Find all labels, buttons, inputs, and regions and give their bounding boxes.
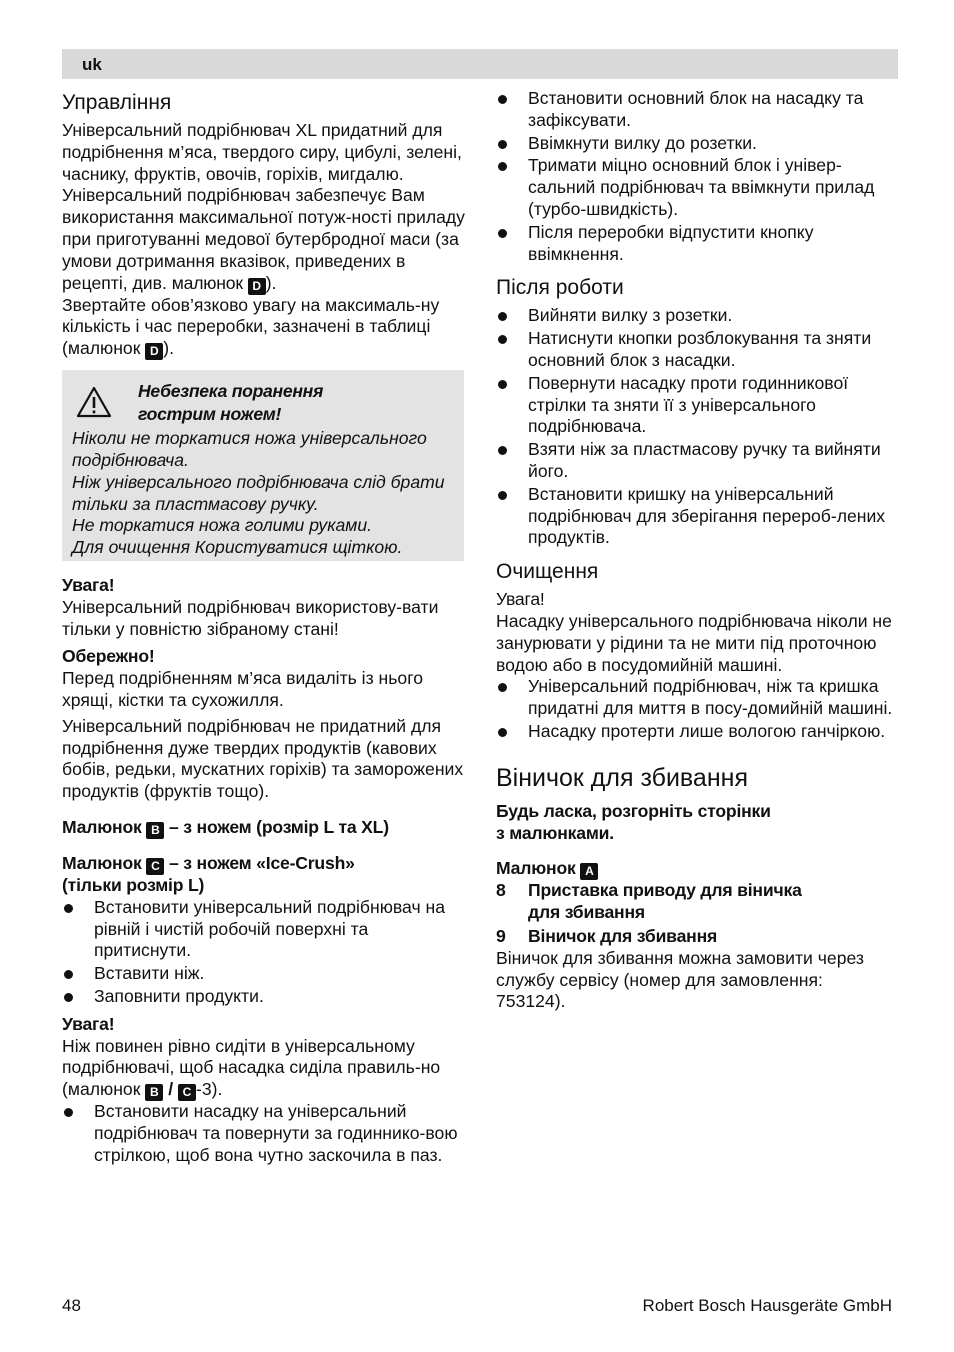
section-heading-after-use: Після роботи bbox=[496, 276, 624, 300]
figure-badge: A bbox=[580, 863, 598, 880]
bullet-list bbox=[496, 676, 896, 742]
list-item: Універсальний подрібнювач, ніж та кришка придатні для миття в посу-домийній машині. bbox=[496, 676, 896, 720]
bullet-list bbox=[62, 1101, 466, 1166]
attention-label: Увага! bbox=[62, 1013, 115, 1034]
section-heading-whisk: Віничок для збивання bbox=[496, 763, 748, 792]
list-item: Ввімкнути вилку до розетки. bbox=[496, 133, 896, 155]
list-item: Встановити універсальний подрібнювач на рівній і чистій робочій поверхні та притиснути. bbox=[62, 897, 466, 962]
figure-badge: B bbox=[145, 1084, 163, 1101]
language-code: uk bbox=[82, 55, 102, 74]
figure-badge: C bbox=[146, 858, 164, 875]
footer-company: Robert Bosch Hausgeräte GmbH bbox=[642, 1296, 892, 1315]
careful-label: Обережно! bbox=[62, 646, 155, 667]
figure-badge: B bbox=[146, 822, 164, 839]
list-item: Встановити насадку на універсальний подрібнювач та повернути за годиннико-вою стрілкою, щоб вона чутно заскочила в паз. bbox=[62, 1101, 466, 1166]
paragraph: Віничок для збивання можна замовити через службу сервісу (номер для замовлення: 753124). bbox=[496, 947, 864, 1012]
paragraph: Перед подрібненням м’яса видаліть із нього хрящі, кістки та сухожилля. bbox=[62, 668, 424, 710]
right-column bbox=[496, 88, 896, 1013]
list-item: Вставити ніж. bbox=[62, 963, 466, 985]
list-item: Натиснути кнопки розблокування та зняти основний блок з насадки. bbox=[496, 328, 896, 372]
numbered-item: 9 Віничок для збивання bbox=[496, 925, 718, 946]
figure-badge: D bbox=[248, 278, 266, 295]
warning-box bbox=[62, 370, 464, 561]
list-item: Вийняти вилку з розетки. bbox=[496, 305, 896, 327]
bullet-list bbox=[62, 897, 466, 1008]
paragraph: Універсальний подрібнювач забезпечує Вам використання максимальної потуж-ності приладу при приготуванні медової бутербродної маси (за умови дотримання вказівок, приведених в рецепті, див. малюнок D ). bbox=[62, 185, 465, 293]
figure-ref-text: малюнок bbox=[171, 272, 243, 293]
list-item: Тримати міцно основний блок і універ-сальний подрібнювач та ввімкнути прилад (турбо-швидкість). bbox=[496, 155, 896, 220]
figure-badge: C bbox=[178, 1084, 196, 1101]
paragraph: Універсальний подрібнювач не придатний для подрібнення дуже твердих продуктів (кавових бобів, редьки, мускатних горіхів) та заморожених продуктів (фруктів тощо). bbox=[62, 715, 464, 802]
page-number: 48 bbox=[62, 1296, 81, 1315]
attention-label: Увага! bbox=[496, 589, 545, 610]
list-item: Заповнити продукти. bbox=[62, 986, 466, 1008]
attention-label: Увага! bbox=[62, 574, 115, 595]
bullet-list bbox=[496, 88, 896, 265]
list-item: Насадку протерти лише вологою ганчіркою. bbox=[496, 721, 896, 743]
list-item: Встановити основний блок на насадку та зафіксувати. bbox=[496, 88, 896, 132]
figure-badge: D bbox=[145, 343, 163, 360]
section-heading-control: Управління bbox=[62, 91, 172, 114]
list-item: Повернути насадку проти годинникової стрілки та зняти її з універсального подрібнювача. bbox=[496, 373, 896, 438]
language-bar bbox=[62, 49, 898, 79]
list-item: Встановити кришку на універсальний подрібнювач для зберігання перероб-лених продуктів. bbox=[496, 484, 896, 549]
list-item: Взяти ніж за пластмасову ручку та вийняти його. bbox=[496, 439, 896, 483]
section-heading-cleaning: Очищення bbox=[496, 560, 599, 584]
warning-triangle-icon bbox=[76, 386, 112, 418]
paragraph: Звертайте обов’язково увагу на максималь-ну кількість і час переробки, зазначені в таблиці (малюнок D ). bbox=[62, 294, 440, 359]
warning-text: Ніколи не торкатися ножа універсального подрібнювача. Ніж універсального подрібнювача слід брати тільки за пластмасову ручку. Не торкатися ножа голими руками. Для очищення Користуватися щіткою. bbox=[72, 428, 445, 558]
paragraph: Насадку універсального подрібнювача ніколи не занурювати у рідини та не мити під проточною водою або в посудомийній машині. bbox=[496, 610, 892, 675]
paragraph: Ніж повинен рівно сидіти в універсальному подрібнювачі, щоб насадка сиділа правиль-но (малюнок B / C -3). bbox=[62, 1035, 441, 1100]
bullet-list bbox=[496, 305, 896, 549]
unfold-note: Будь ласка, розгорніть сторінки з малюнками. bbox=[496, 800, 771, 843]
numbered-item: 8 Приставка приводу для віничка для збивання bbox=[496, 880, 802, 923]
left-column bbox=[62, 88, 466, 1167]
figure-c-caption: Малюнок C – з ножем «Ice-Crush» (тільки розмір L) bbox=[62, 852, 355, 895]
list-item: Після переробки відпустити кнопку ввімкнення. bbox=[496, 222, 896, 266]
figure-ref-text: малюнок bbox=[67, 338, 141, 359]
warning-title: Небезпека поранення гострим ножем! bbox=[138, 381, 324, 425]
figure-b-caption: Малюнок B – з ножем (розмір L та XL) bbox=[62, 816, 389, 837]
figure-a-caption: Малюнок A bbox=[496, 858, 896, 880]
paragraph: Універсальний подрібнювач XL придатний для подрібнення м’яса, твердого сиру, цибулі, зелені, часнику, фруктів, овочів, горіхів, мигдалю. bbox=[62, 120, 462, 184]
paragraph: Універсальний подрібнювач використову-вати тільки у повністю зібраному стані! bbox=[62, 596, 439, 639]
